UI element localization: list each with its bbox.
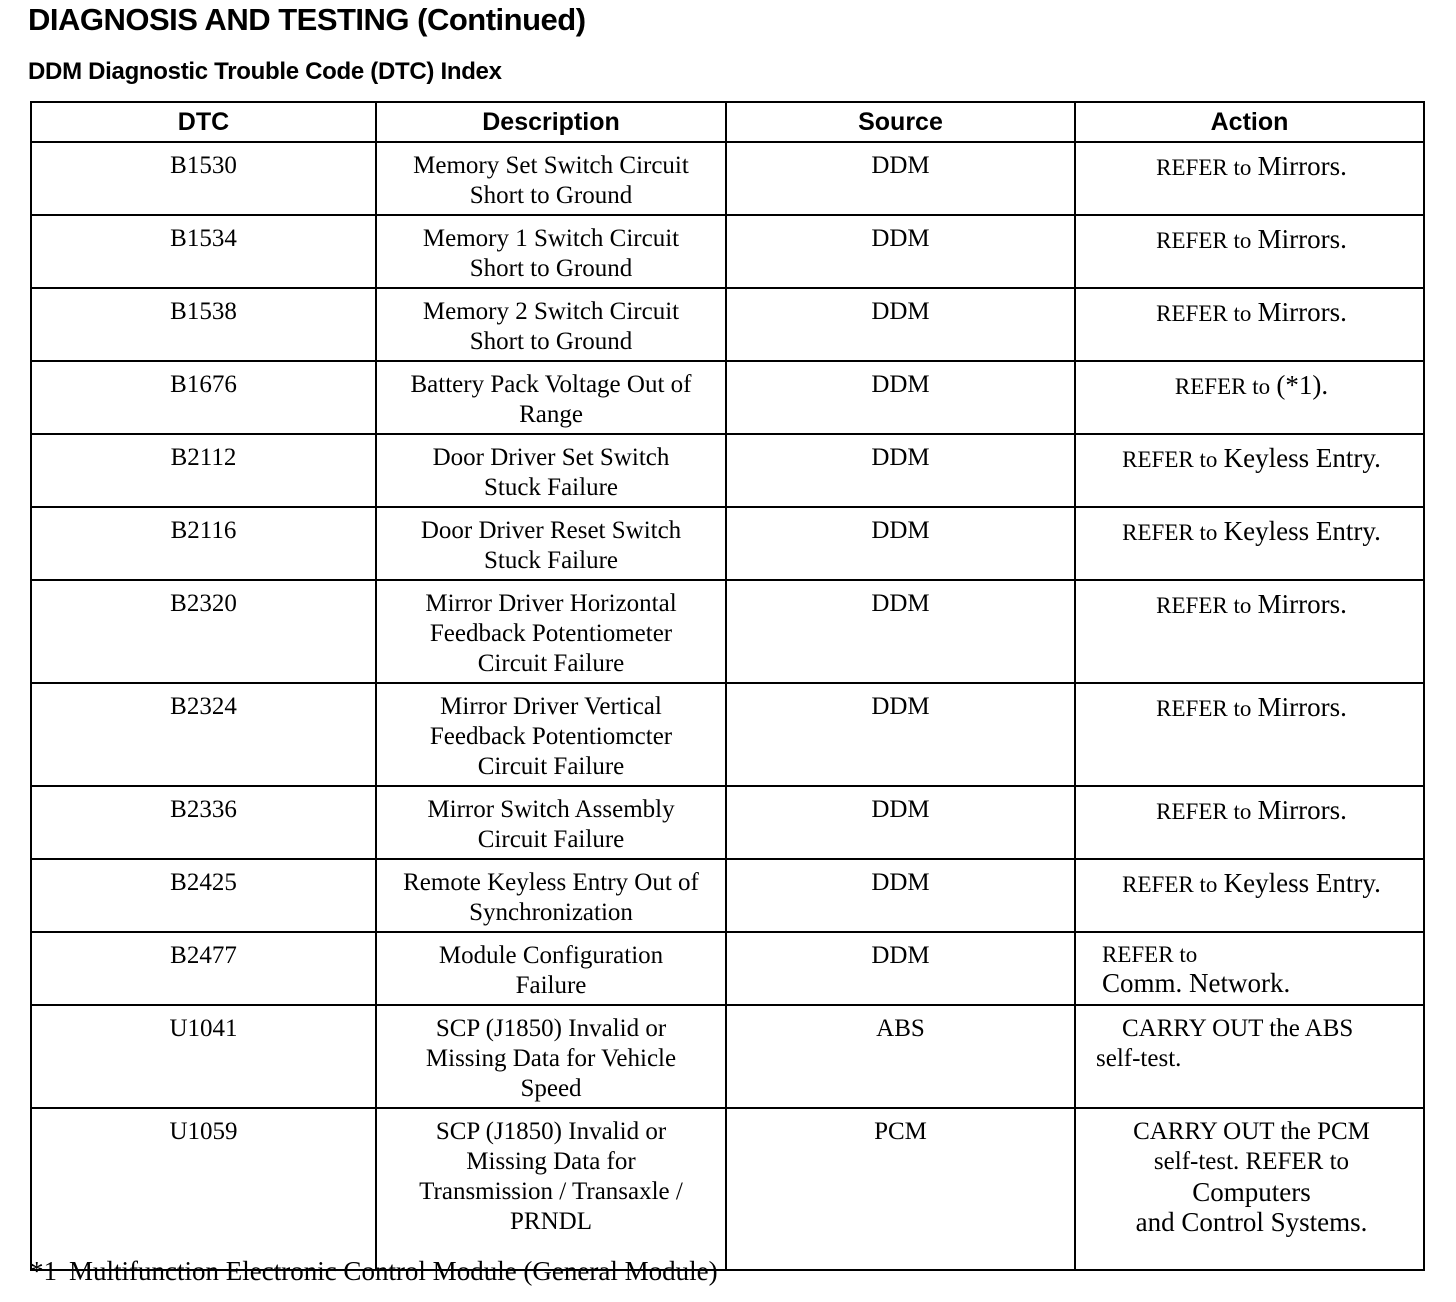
action-target: Keyless Entry. [1223, 868, 1381, 898]
action-target: Mirrors. [1257, 151, 1347, 181]
dtc-code: B2116 [31, 507, 376, 580]
dtc-action [1075, 215, 1424, 288]
description-line: Mirror Switch Assembly [427, 796, 675, 823]
action-target: Mirrors. [1257, 795, 1347, 825]
page-title: DIAGNOSIS AND TESTING (Continued) [28, 2, 586, 37]
column-header-dtc: DTC [31, 102, 376, 142]
dtc-action [1075, 932, 1424, 1005]
action-refer: REFER to [1102, 942, 1198, 967]
table-row [31, 507, 1424, 580]
description-line: SCP (J1850) Invalid or [435, 1118, 667, 1145]
table-row [31, 434, 1424, 507]
footnote-text: Multifunction Electronic Control Module (General Module) [69, 1256, 718, 1286]
action-refer: REFER to [1174, 374, 1271, 399]
table-row [31, 580, 1424, 683]
description-line: Circuit Failure [477, 826, 625, 853]
dtc-description [376, 1108, 726, 1270]
action-target: Keyless Entry. [1223, 443, 1381, 473]
dtc-action [1075, 786, 1424, 859]
description-line: Range [519, 401, 583, 428]
dtc-source: DDM [726, 361, 1075, 434]
dtc-action [1075, 288, 1424, 361]
table-row [31, 288, 1424, 361]
dtc-code: B2320 [31, 580, 376, 683]
dtc-description [376, 215, 726, 288]
dtc-action [1075, 507, 1424, 580]
description-line: Synchronization [469, 899, 633, 926]
description-line: Missing Data for Vehicle [425, 1045, 677, 1072]
dtc-action [1075, 434, 1424, 507]
action-line: self-test. REFER to [1153, 1148, 1350, 1175]
table-row [31, 683, 1424, 786]
dtc-description [376, 288, 726, 361]
dtc-description [376, 361, 726, 434]
dtc-description [376, 580, 726, 683]
table-row [31, 361, 1424, 434]
column-header-action: Action [1075, 102, 1424, 142]
action-line: Computers [1192, 1177, 1311, 1207]
description-line: Stuck Failure [483, 474, 618, 501]
dtc-source: DDM [726, 932, 1075, 1005]
description-line: Mirror Driver Vertical [440, 693, 662, 720]
dtc-source: DDM [726, 683, 1075, 786]
dtc-description [376, 932, 726, 1005]
description-line: Feedback Potentiomcter [429, 723, 673, 750]
description-line: Memory 2 Switch Circuit [422, 298, 680, 325]
dtc-source: PCM [726, 1108, 1075, 1270]
dtc-action [1075, 580, 1424, 683]
description-line: Memory Set Switch Circuit [413, 152, 689, 179]
dtc-action [1075, 683, 1424, 786]
dtc-source: DDM [726, 786, 1075, 859]
action-refer: REFER to [1156, 301, 1252, 326]
action-refer: REFER to [1156, 228, 1252, 253]
dtc-source: DDM [726, 142, 1075, 215]
dtc-description [376, 1005, 726, 1108]
dtc-code: B2336 [31, 786, 376, 859]
action-refer: REFER to [1156, 593, 1252, 618]
dtc-code: B2112 [31, 434, 376, 507]
dtc-code: B2425 [31, 859, 376, 932]
action-line: self-test. [1096, 1045, 1182, 1072]
footnote-marker: *1 [30, 1256, 57, 1286]
dtc-code: B1530 [31, 142, 376, 215]
description-line: Short to Ground [469, 328, 633, 355]
footnote [30, 1256, 718, 1287]
description-line: PRNDL [510, 1208, 592, 1235]
dtc-source: DDM [726, 434, 1075, 507]
description-line: Short to Ground [469, 182, 633, 209]
dtc-code: U1041 [31, 1005, 376, 1108]
table-row [31, 932, 1424, 1005]
description-line: Remote Keyless Entry Out of [403, 869, 699, 896]
description-line: Door Driver Set Switch [432, 444, 670, 471]
dtc-index-table [30, 101, 1425, 1271]
action-line: and Control Systems. [1135, 1207, 1368, 1237]
action-target: Comm. Network. [1102, 968, 1291, 998]
description-line: SCP (J1850) Invalid or [435, 1015, 667, 1042]
dtc-code: B1534 [31, 215, 376, 288]
table-row [31, 859, 1424, 932]
action-refer: REFER to [1156, 155, 1252, 180]
section-title: DDM Diagnostic Trouble Code (DTC) Index [28, 58, 502, 85]
action-refer: REFER to [1122, 872, 1218, 897]
dtc-source: DDM [726, 288, 1075, 361]
description-line: Missing Data for [466, 1148, 636, 1175]
dtc-code: B1676 [31, 361, 376, 434]
dtc-source: DDM [726, 215, 1075, 288]
dtc-action [1075, 361, 1424, 434]
table-header-row [31, 102, 1424, 142]
action-refer: REFER to [1156, 696, 1252, 721]
dtc-description [376, 142, 726, 215]
description-line: Circuit Failure [477, 650, 625, 677]
description-line: Transmission / Transaxle / [419, 1178, 683, 1205]
dtc-action [1075, 859, 1424, 932]
dtc-code: B1538 [31, 288, 376, 361]
dtc-description [376, 786, 726, 859]
action-refer: REFER to [1156, 799, 1252, 824]
action-target: Mirrors. [1257, 692, 1347, 722]
description-line: Short to Ground [469, 255, 633, 282]
description-line: Mirror Driver Horizontal [425, 590, 677, 617]
description-line: Feedback Potentiometer [429, 620, 673, 647]
table-row [31, 786, 1424, 859]
dtc-action [1075, 1005, 1424, 1108]
dtc-code: B2324 [31, 683, 376, 786]
description-line: Stuck Failure [483, 547, 618, 574]
action-target: Mirrors. [1257, 589, 1347, 619]
description-line: Module Configuration [438, 942, 664, 969]
description-line: Failure [515, 972, 587, 999]
dtc-description [376, 434, 726, 507]
description-line: Speed [520, 1075, 582, 1102]
dtc-description [376, 683, 726, 786]
table-row [31, 1108, 1424, 1270]
dtc-source: DDM [726, 859, 1075, 932]
action-target: Mirrors. [1257, 297, 1347, 327]
action-refer: REFER to [1122, 447, 1218, 472]
dtc-code: U1059 [31, 1108, 376, 1270]
table-row [31, 142, 1424, 215]
table-row [31, 1005, 1424, 1108]
description-line: Battery Pack Voltage Out of [410, 371, 692, 398]
dtc-source: ABS [726, 1005, 1075, 1108]
description-line: Circuit Failure [477, 753, 625, 780]
table-row [31, 215, 1424, 288]
dtc-source: DDM [726, 507, 1075, 580]
action-target: Keyless Entry. [1223, 516, 1381, 546]
description-line: Memory 1 Switch Circuit [422, 225, 680, 252]
column-header-description: Description [376, 102, 726, 142]
dtc-source: DDM [726, 580, 1075, 683]
action-target: (*1). [1276, 370, 1329, 400]
column-header-source: Source [726, 102, 1075, 142]
action-line: CARRY OUT the PCM [1133, 1118, 1370, 1145]
action-refer: REFER to [1122, 520, 1218, 545]
dtc-code: B2477 [31, 932, 376, 1005]
dtc-action [1075, 1108, 1424, 1270]
action-line: CARRY OUT the ABS [1122, 1015, 1354, 1042]
dtc-description [376, 859, 726, 932]
description-line: Door Driver Reset Switch [420, 517, 682, 544]
action-target: Mirrors. [1257, 224, 1347, 254]
dtc-description [376, 507, 726, 580]
dtc-action [1075, 142, 1424, 215]
